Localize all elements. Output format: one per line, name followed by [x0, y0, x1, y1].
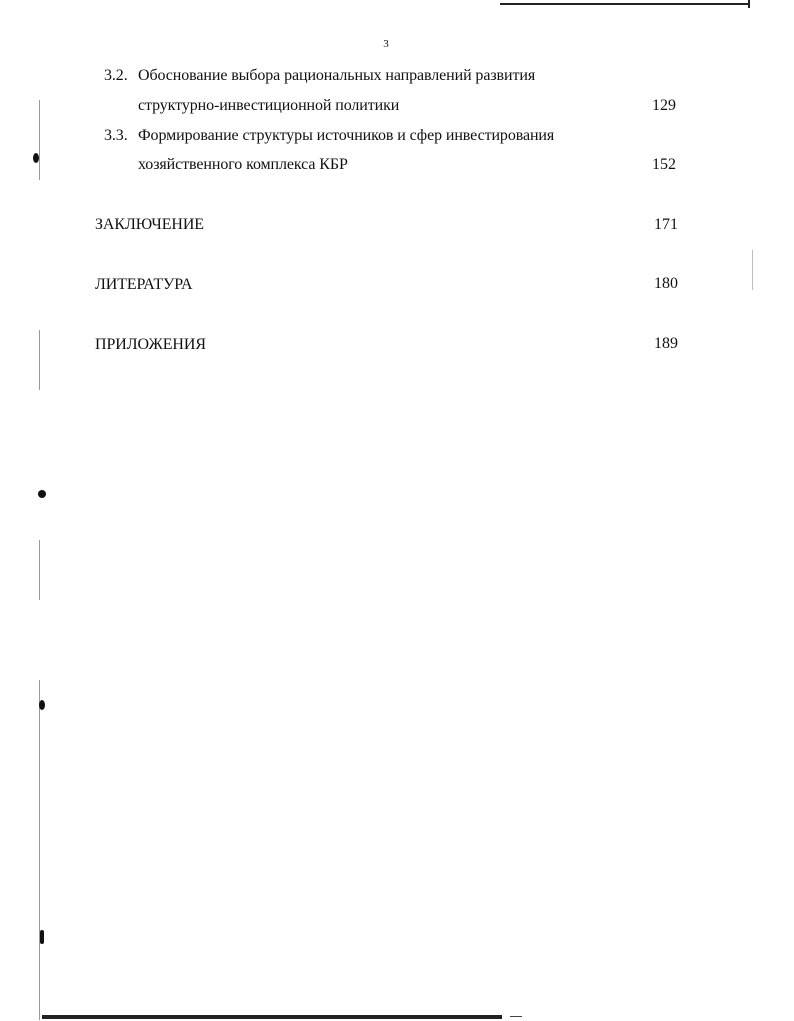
toc-entry-page: 180 — [654, 275, 678, 292]
scan-edge-left — [39, 100, 40, 180]
toc-entry-page: 189 — [654, 335, 678, 352]
toc-entry-title: Обоснование выбора рациональных направлений развития — [138, 67, 536, 84]
page-number: 3 — [383, 38, 389, 50]
toc-section-title: ЛИТЕРАТУРА — [95, 276, 193, 293]
scan-edge-left — [39, 330, 40, 390]
toc-entry-number: 3.2. — [104, 67, 128, 84]
scan-edge-bottom — [42, 1015, 502, 1019]
toc-section-title: ПРИЛОЖЕНИЯ — [95, 336, 206, 353]
toc-entry-page: 152 — [652, 156, 676, 173]
scan-edge-left — [39, 540, 40, 600]
binding-hole-mark — [39, 700, 45, 710]
scan-edge-right — [752, 250, 753, 290]
toc-entry-page: 129 — [652, 97, 676, 114]
toc-entry-title: структурно-инвестиционной политики — [138, 97, 400, 114]
scan-edge-bottom — [510, 1016, 522, 1017]
toc-entry-number: 3.3. — [104, 127, 128, 144]
binding-hole-mark — [40, 930, 44, 944]
binding-hole-mark — [33, 153, 39, 163]
scan-edge-corner — [748, 0, 750, 8]
toc-entry-title: Формирование структуры источников и сфер инвестирования — [138, 127, 555, 144]
toc-section-title: ЗАКЛЮЧЕНИЕ — [95, 216, 204, 233]
scan-edge-top — [500, 3, 750, 5]
scan-edge-left — [39, 680, 40, 1020]
toc-entry-title: хозяйственного комплекса КБР — [138, 156, 348, 173]
toc-entry-page: 171 — [654, 216, 678, 233]
binding-hole-mark — [38, 490, 46, 498]
